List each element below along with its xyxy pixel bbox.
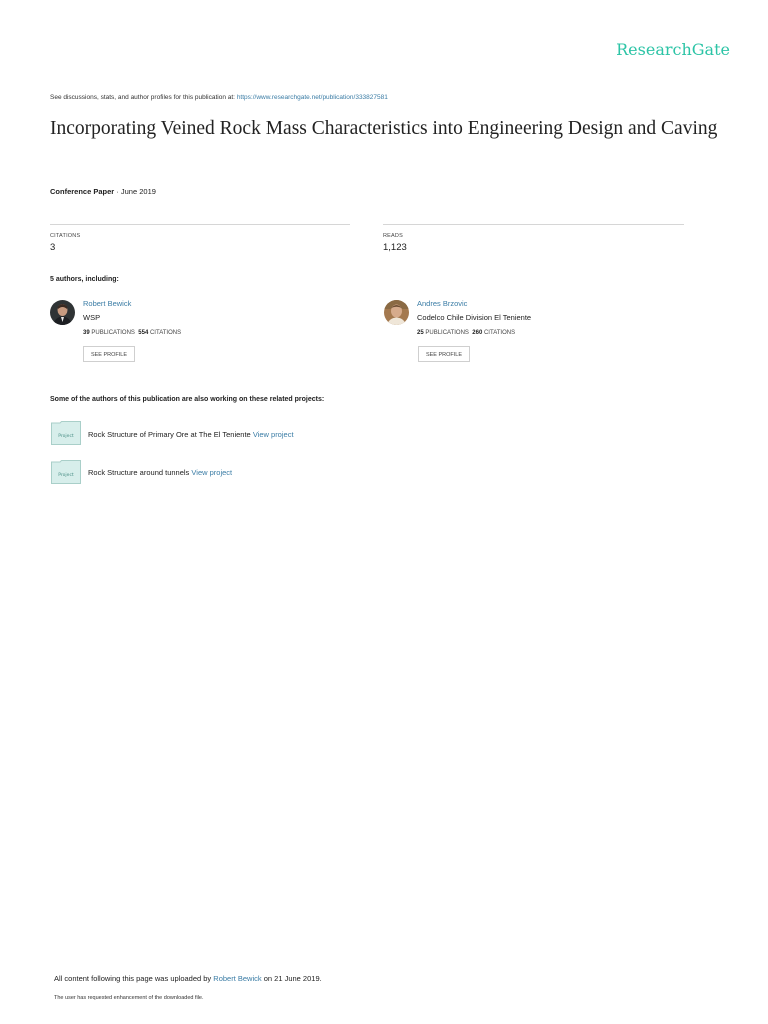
- project-folder-icon: [51, 421, 81, 445]
- author-publications-count: 39: [83, 330, 90, 336]
- discussion-text: See discussions, stats, and author profiles for this publication at:: [50, 94, 235, 101]
- enhancement-note: The user has requested enhancement of the downloaded file.: [54, 995, 204, 1001]
- researchgate-logo[interactable]: ResearchGate: [616, 40, 730, 59]
- author-photo-icon: [384, 300, 409, 325]
- reads-value: 1,123: [383, 242, 407, 253]
- conference-info: [50, 187, 156, 196]
- project-icon-label: Project: [58, 473, 74, 478]
- view-project-link[interactable]: View project: [191, 468, 233, 477]
- author-citations-label: CITATIONS: [483, 330, 516, 336]
- project-icon-label: Project: [58, 434, 74, 439]
- publication-type: Conference Paper: [50, 187, 115, 196]
- publication-url-link[interactable]: https://www.researchgate.net/publication/333827581: [236, 94, 388, 101]
- author-institution: Codelco Chile Division El Teniente: [417, 313, 532, 322]
- author-publications-count: 25: [417, 330, 424, 336]
- avatar[interactable]: [384, 300, 409, 325]
- upload-info: [54, 974, 322, 983]
- discussion-line: [50, 94, 388, 101]
- author-stats: [83, 330, 181, 336]
- reads-divider: [383, 224, 684, 225]
- project-icon[interactable]: [51, 460, 81, 489]
- related-projects-heading: Some of the authors of this publication are also working on these related projects:: [50, 396, 325, 403]
- paper-title: Incorporating Veined Rock Mass Characteristics into Engineering Design and Caving: [50, 118, 718, 139]
- avatar[interactable]: [50, 300, 75, 325]
- project-folder-icon: [51, 460, 81, 484]
- citations-value: 3: [50, 242, 56, 253]
- project-title: Rock Structure around tunnels: [88, 468, 190, 477]
- see-profile-button[interactable]: SEE PROFILE: [83, 346, 135, 362]
- see-profile-button[interactable]: SEE PROFILE: [418, 346, 470, 362]
- upload-suffix: on 21 June 2019.: [263, 974, 322, 983]
- project-title: Rock Structure of Primary Ore at The El Teniente: [88, 430, 251, 439]
- reads-label: READS: [383, 233, 403, 239]
- authors-heading: 5 authors, including:: [50, 276, 119, 283]
- project-icon[interactable]: [51, 421, 81, 450]
- citations-divider: [50, 224, 350, 225]
- author-institution: WSP: [83, 313, 101, 322]
- author-stats: [417, 330, 515, 336]
- project-entry: [88, 468, 232, 477]
- view-project-link[interactable]: View project: [252, 430, 294, 439]
- uploader-link[interactable]: Robert Bewick: [213, 974, 262, 983]
- author-name-link[interactable]: Andres Brzovic: [417, 299, 468, 308]
- publication-date: · June 2019: [116, 187, 156, 196]
- upload-prefix: All content following this page was uploaded by: [54, 974, 212, 983]
- author-name-link[interactable]: Robert Bewick: [83, 299, 132, 308]
- author-publications-label: PUBLICATIONS: [91, 330, 135, 336]
- author-citations-count: 554: [138, 330, 149, 336]
- author-citations-count: 260: [472, 330, 483, 336]
- author-publications-label: PUBLICATIONS: [425, 330, 469, 336]
- author-photo-icon: [50, 300, 75, 325]
- citations-label: CITATIONS: [50, 233, 81, 239]
- project-entry: [88, 430, 294, 439]
- author-citations-label: CITATIONS: [149, 330, 182, 336]
